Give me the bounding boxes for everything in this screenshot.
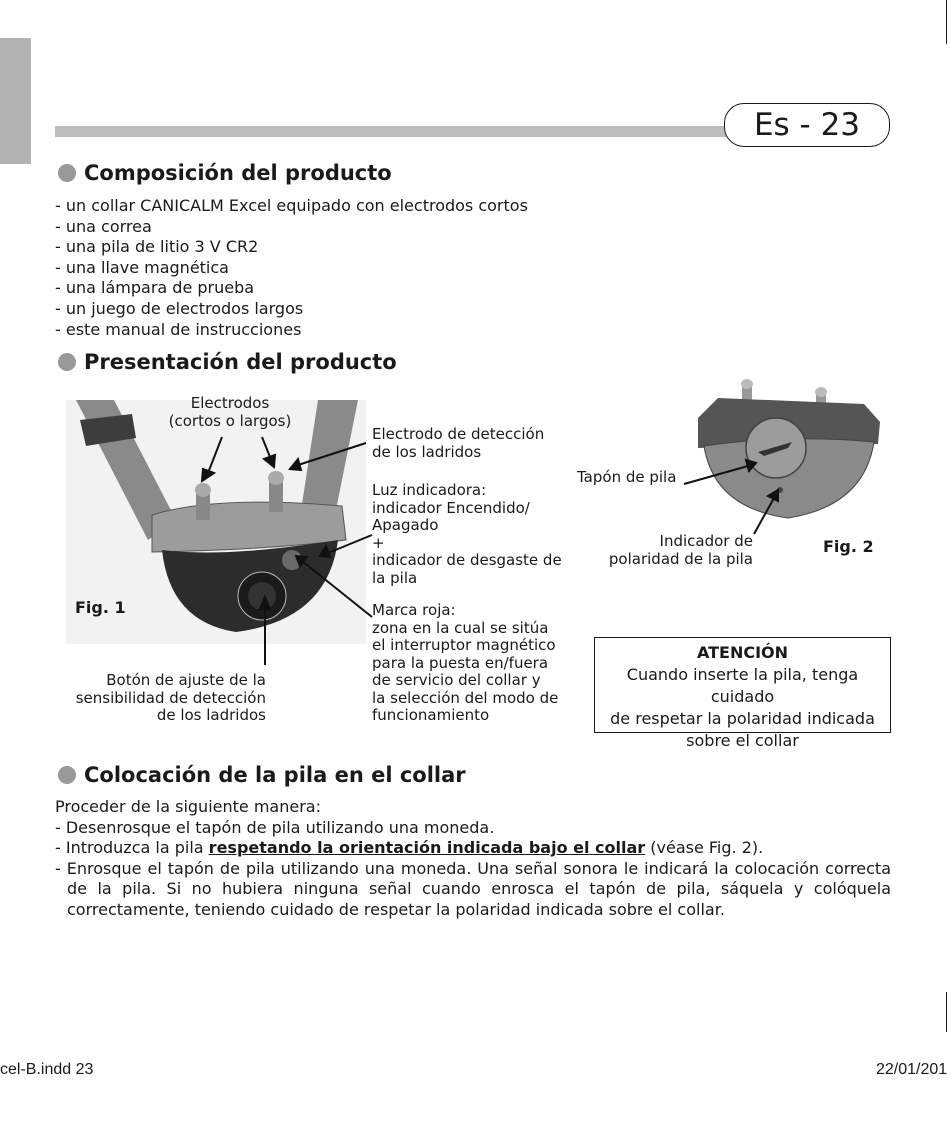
bullet-icon bbox=[58, 353, 76, 371]
list-item: - un collar CANICALM Excel equipado con electrodos cortos bbox=[55, 196, 528, 215]
callout-polarity-indicator: Indicador de polaridad de la pila bbox=[608, 532, 753, 568]
list-item: - una correa bbox=[55, 216, 152, 236]
callout-red-mark: Marca roja: zona en la cual se sitúa el interruptor magnético para la puesta en/fuera de servicio del collar y la selección del modo de funcionamiento bbox=[372, 601, 559, 724]
battery-instructions: Proceder de la siguiente manera: - Desenrosque el tapón de pila utilizando una moneda. - Introduzca la pila respetando la orientación indicada bajo el collar (véase Fig. 2). - Enrosque el tapón de pila utilizando una moneda. Una señal sonora le indicará la colocación correcta de la pila. Si no hubiera ninguna señal cuando enrosca el tapón de pila, sáquela y colóquela correctamente, teniendo cuidado de respetar la polaridad indicada sobre el collar. bbox=[55, 797, 891, 919]
fig2-label: Fig. 2 bbox=[823, 537, 874, 556]
section-title-battery: Colocación de la pila en el collar bbox=[58, 763, 466, 787]
callout-battery-cap: Tapón de pila bbox=[577, 468, 677, 486]
callout-indicator-light: Luz indicadora: indicador Encendido/ Apagado + indicador de desgaste de la pila bbox=[372, 481, 562, 587]
page-number: Es - 23 bbox=[724, 103, 890, 147]
list-item: - una pila de litio 3 V CR2 bbox=[55, 237, 259, 257]
footer-date: 22/01/201 bbox=[876, 1061, 948, 1078]
callout-electrodes: Electrodos (cortos o largos) bbox=[168, 394, 292, 430]
list-item: - un juego de electrodos largos bbox=[55, 298, 304, 318]
fig1-label: Fig. 1 bbox=[75, 598, 126, 617]
list-item: - este manual de instrucciones bbox=[55, 319, 302, 339]
bullet-icon bbox=[58, 164, 76, 182]
callout-sensitivity-knob: Botón de ajuste de la sensibilidad de detección de los ladridos bbox=[75, 671, 266, 724]
list-item: - una lámpara de prueba bbox=[55, 278, 255, 298]
footer-file: cel-B.indd 23 bbox=[0, 1061, 94, 1078]
crop-mark-bottom bbox=[946, 992, 947, 1032]
side-tab-notch bbox=[0, 150, 31, 164]
crop-mark-top bbox=[946, 0, 947, 44]
battery-step-2: - Introduzca la pila respetando la orientación indicada bajo el collar (véase Fig. 2). bbox=[55, 838, 764, 858]
composition-list bbox=[55, 196, 528, 340]
callout-detection-electrode: Electrodo de detección de los ladridos bbox=[372, 425, 545, 461]
section-title-presentation: Presentación del producto bbox=[58, 350, 397, 374]
side-tab bbox=[0, 38, 31, 164]
warning-box: ATENCIÓN Cuando inserte la pila, tenga cuidado de respetar la polaridad indicada sobre el collar bbox=[594, 637, 891, 733]
warning-title: ATENCIÓN bbox=[696, 643, 789, 662]
list-item: - una llave magnética bbox=[55, 257, 229, 277]
bullet-icon bbox=[58, 766, 76, 784]
header-bar bbox=[55, 126, 730, 137]
section-title-composition: Composición del producto bbox=[58, 161, 392, 185]
